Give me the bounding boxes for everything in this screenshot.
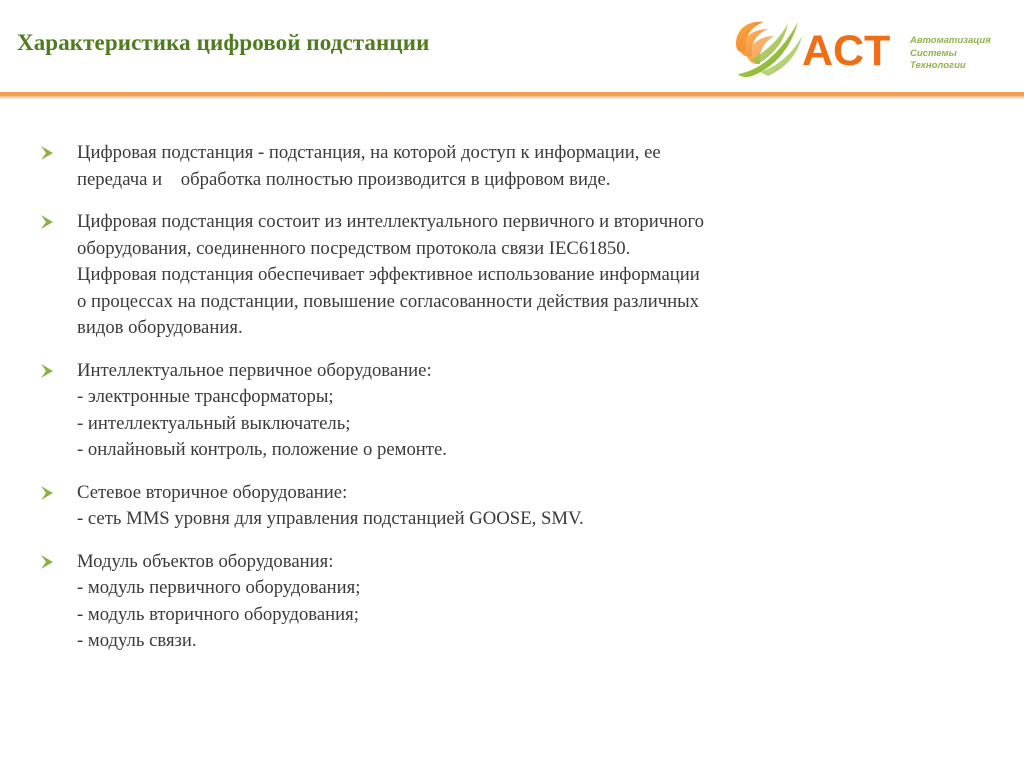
company-logo (730, 14, 1010, 80)
bullet-text-line: - модуль вторичного оборудования; (77, 603, 359, 625)
bullet-text-line: - интеллектуальный выключатель; (77, 412, 351, 434)
bullet-list (40, 140, 860, 671)
leaf-sun-icon (730, 14, 806, 78)
bullet-item (40, 209, 860, 342)
bullet-text-line: Цифровая подстанция - подстанция, на которой доступ к информации, ее (77, 142, 661, 163)
logo-tagline-line: Технологии (910, 60, 966, 71)
logo-wordmark: АСТ (802, 27, 892, 75)
arrow-bullet-icon (40, 554, 54, 570)
bullet-text-line: - модуль связи. (77, 630, 197, 651)
bullet-text-line: передача и обработка полностью производится в цифровом виде. (77, 168, 611, 190)
arrow-bullet-icon (40, 363, 54, 379)
bullet-text-line: Интеллектуальное первичное оборудование: (77, 359, 432, 381)
bullet-text-line: Модуль объектов оборудования: (77, 550, 334, 572)
bullet-item (40, 549, 860, 655)
logo-tagline (910, 35, 991, 73)
bullet-item (40, 480, 860, 533)
bullet-text-line: Цифровая подстанция обеспечивает эффективное использование информации (77, 264, 700, 285)
header-divider (0, 92, 1024, 99)
bullet-text-line: - модуль первичного оборудования; (77, 577, 361, 598)
bullet-text-line: - сеть MMS уровня для управления подстанцией GOOSE, SMV. (77, 508, 584, 529)
arrow-bullet-icon (40, 145, 54, 161)
bullet-text-line: Цифровая подстанция состоит из интеллектуального первичного и вторичного (77, 211, 705, 232)
bullet-text-line: Сетевое вторичное оборудование: (77, 481, 348, 503)
arrow-bullet-icon (40, 214, 54, 230)
logo-tagline-line: Системы (910, 47, 957, 59)
bullet-text-line: оборудования, соединенного посредством протокола связи IEC61850. (77, 237, 631, 259)
bullet-text-line: видов оборудования. (77, 317, 243, 338)
bullet-item (40, 140, 860, 193)
logo-tagline-line: Автоматизация (910, 35, 991, 46)
arrow-bullet-icon (40, 485, 54, 501)
bullet-text-line: о процессах на подстанции, повышение согласованности действия различных (77, 290, 700, 312)
bullet-text-line: - онлайновый контроль, положение о ремонте. (77, 439, 447, 460)
bullet-text-line: - электронные трансформаторы; (77, 386, 334, 407)
bullet-item (40, 358, 860, 464)
slide-title: Характеристика цифровой подстанции (17, 30, 430, 55)
